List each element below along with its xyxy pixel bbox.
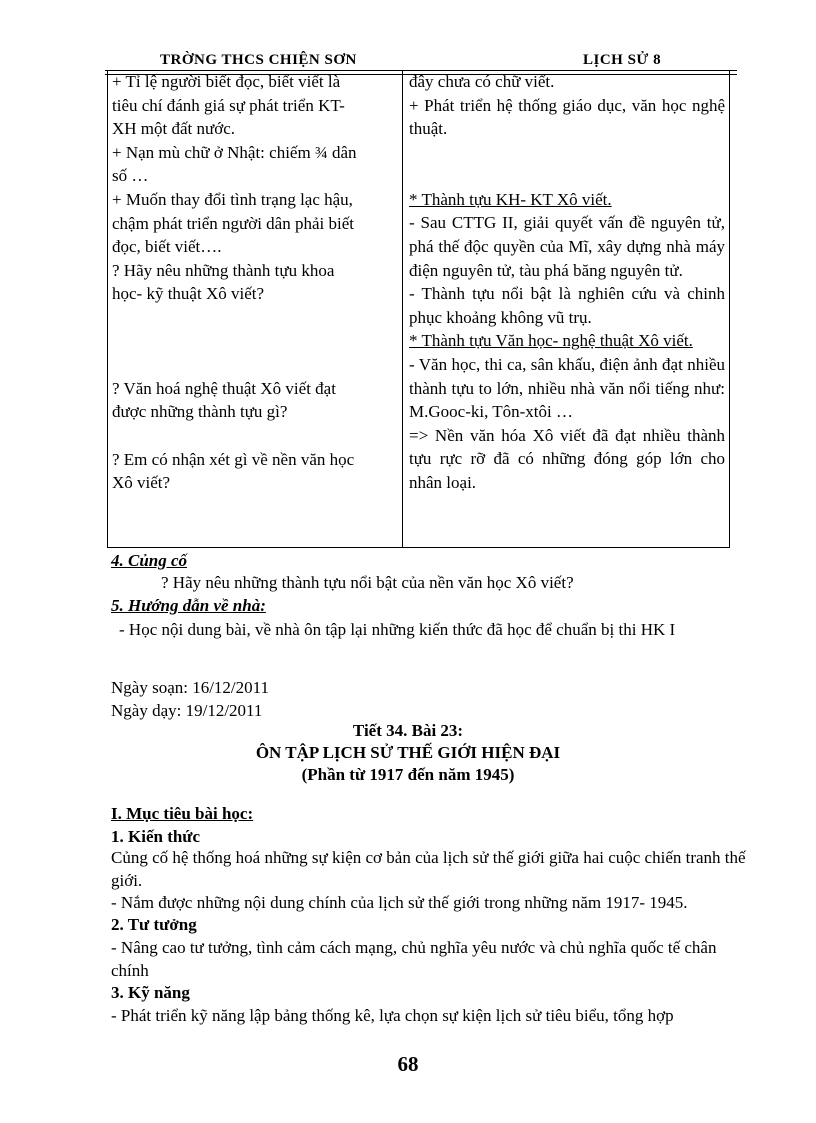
- date-taught: Ngày dạy: 19/12/2011: [111, 701, 263, 720]
- right-line: đây chưa có chữ viết.: [409, 72, 555, 91]
- skill-text: - Phát triển kỹ năng lập bảng thống kê, lựa chọn sự kiện lịch sử tiêu biểu, tổng hợp: [111, 1006, 674, 1025]
- table-column-divider: [402, 70, 403, 547]
- right-paragraph: - Thành tựu nổi bật là nghiên cứu và chinh phục khoảng không vũ trụ.: [409, 284, 725, 327]
- thought-text: - Nâng cao tư tưởng, tình cảm cách mạng, chủ nghĩa yêu nước và chủ nghĩa quốc tế chân chính: [111, 938, 717, 980]
- left-line: Xô viết?: [112, 473, 171, 493]
- consolidation-heading: 4. Củng cố: [111, 551, 188, 570]
- left-spacer: [112, 424, 392, 448]
- page-number: 68: [397, 1052, 419, 1076]
- lesson-title: ÔN TẬP LỊCH SỬ THẾ GIỚI HIỆN ĐẠI: [255, 743, 561, 762]
- right-paragraph: - Văn học, thi ca, sân khấu, điện ảnh đạt nhiều thành tựu to lớn, nhiều nhà văn nổi tiếng như: M.Gooc-ki, Tôn-xtôi …: [409, 354, 725, 422]
- lesson-subtitle: (Phần từ 1917 đến năm 1945): [301, 765, 515, 784]
- left-spacer: [112, 306, 392, 330]
- left-line: + Nạn mù chữ ở Nhật: chiếm ¾ dân: [112, 142, 357, 162]
- left-line: ? Em có nhận xét gì về nền văn học: [112, 449, 355, 469]
- right-paragraph: => Nền văn hóa Xô viết đã đạt nhiều thành tựu rực rỡ đã có những đóng góp lớn cho nhân loại.: [409, 425, 725, 492]
- thought-heading: 2. Tư tưởng: [111, 915, 197, 934]
- knowledge-text-1: Củng cố hệ thống hoá những sự kiện cơ bản của lịch sử thế giới giữa hai cuộc chiến tranh thế giới.: [111, 848, 746, 890]
- left-line: được những thành tựu gì?: [112, 402, 288, 422]
- header-subject: LỊCH SỬ 8: [583, 52, 662, 68]
- knowledge-text-2: - Nắm được những nội dung chính của lịch sử thế giới trong những năm 1917- 1945.: [111, 893, 688, 912]
- right-paragraph: - Sau CTTG II, giải quyết vấn đề nguyên tử, phá thế độc quyền của Mĩ, xây dựng nhà máy điện nguyên tử, tàu phá băng nguyên tử.: [409, 213, 725, 280]
- left-line: XH một đất nước.: [112, 119, 236, 139]
- right-paragraph: + Phát triển hệ thống giáo dục, văn học nghệ thuật.: [409, 95, 725, 139]
- literature-heading: * Thành tựu Văn học- nghệ thuật Xô viết.: [409, 331, 693, 351]
- left-line: + Tỉ lệ người biết đọc, biết viết là: [112, 72, 341, 91]
- table-right-column: [409, 70, 725, 495]
- left-spacer: [112, 353, 392, 377]
- left-line: ? Văn hoá nghệ thuật Xô viết đạt: [112, 378, 336, 398]
- right-spacer: [409, 141, 725, 188]
- objectives-heading: I. Mục tiêu bài học:: [111, 804, 254, 823]
- homework-text: - Học nội dung bài, về nhà ôn tập lại những kiến thức đã học để chuẩn bị thi HK I: [119, 620, 676, 639]
- header-school: TRỜNG THCS CHIỆN SƠN: [160, 52, 357, 68]
- skill-heading: 3. Kỹ năng: [111, 983, 190, 1002]
- left-line: tiêu chí đánh giá sự phát triển KT-: [112, 95, 345, 115]
- science-heading: * Thành tựu KH- KT Xô viết.: [409, 189, 612, 209]
- consolidation-question: ? Hãy nêu những thành tựu nổi bật của nền văn học Xô viết?: [161, 573, 574, 592]
- left-line: số …: [112, 166, 149, 186]
- left-line: ? Hãy nêu những thành tựu khoa: [112, 260, 335, 280]
- left-line: chậm phát triển người dân phải biết: [112, 213, 354, 233]
- left-line: học- kỹ thuật Xô viết?: [112, 284, 265, 304]
- date-prepared: Ngày soạn: 16/12/2011: [111, 678, 270, 697]
- left-line: + Muốn thay đổi tình trạng lạc hậu,: [112, 189, 353, 209]
- knowledge-heading: 1. Kiến thức: [111, 827, 201, 846]
- table-left-column: [112, 70, 392, 495]
- left-line: đọc, biết viết….: [112, 237, 222, 257]
- lesson-number: Tiết 34. Bài 23:: [352, 721, 464, 740]
- homework-heading: 5. Hướng dẫn về nhà:: [111, 596, 266, 615]
- left-spacer: [112, 330, 392, 354]
